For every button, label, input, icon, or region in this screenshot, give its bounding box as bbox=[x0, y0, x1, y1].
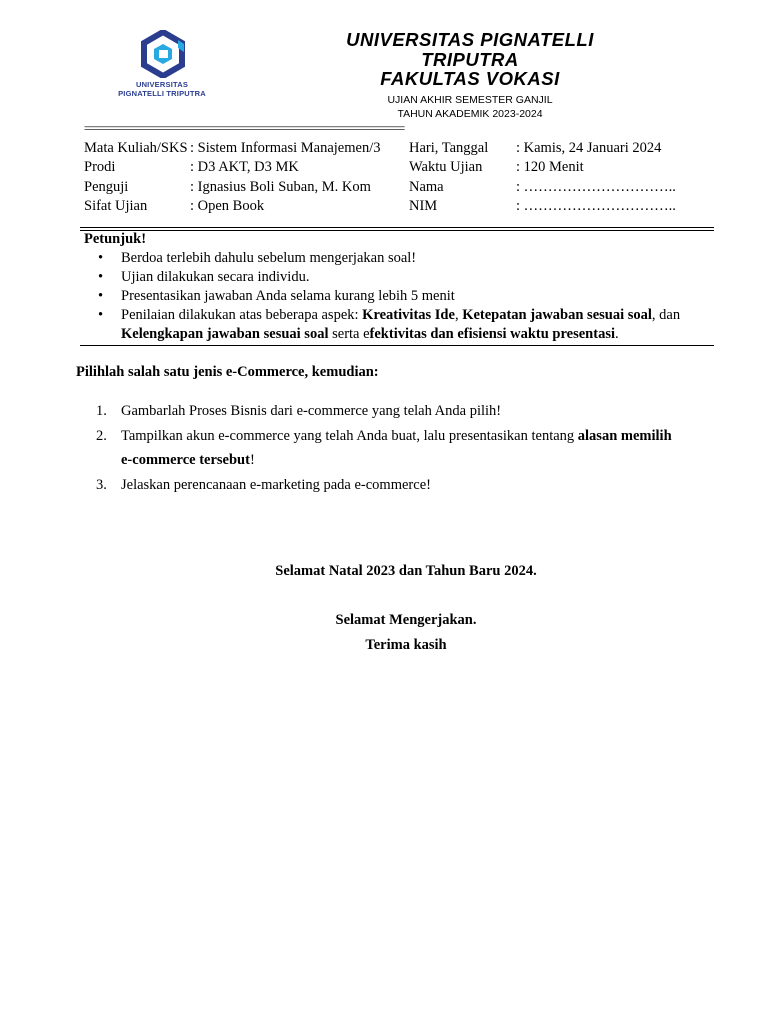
question-item: 1. Gambarlah Proses Bisnis dari e-commerce yang telah Anda pilih! bbox=[96, 403, 502, 419]
university-emblem-icon bbox=[140, 30, 186, 78]
rule-bottom bbox=[80, 345, 714, 346]
info-label-name: Nama bbox=[409, 179, 444, 195]
question-item: 2. Tampilkan akun e-commerce yang telah Anda buat, lalu presentasikan tentang alasan memilih e-commerce tersebut! bbox=[96, 427, 672, 468]
info-label-exam-type: Sifat Ujian bbox=[84, 198, 148, 214]
faculty-name: FAKULTAS VOKASI bbox=[380, 68, 560, 89]
info-value-duration: : 120 Menit bbox=[516, 159, 584, 175]
instructions-list bbox=[96, 249, 726, 344]
university-name-line2: TRIPUTRA bbox=[421, 49, 519, 70]
info-value-nim: : ………………………….. bbox=[516, 198, 676, 214]
instructions-title: Petunjuk! bbox=[84, 231, 147, 247]
info-value-name: : ………………………….. bbox=[516, 179, 676, 195]
closing-line-1: Selamat Mengerjakan. bbox=[335, 612, 477, 628]
exam-title: UJIAN AKHIR SEMESTER GANJIL bbox=[387, 94, 553, 106]
info-label-examiner: Penguji bbox=[84, 179, 129, 195]
holiday-greeting: Selamat Natal 2023 dan Tahun Baru 2024. bbox=[275, 563, 537, 579]
info-value-exam-type: : Open Book bbox=[190, 198, 265, 214]
instruction-item: • Ujian dilakukan secara individu. bbox=[96, 268, 726, 287]
question-item: 3. Jelaskan perencanaan e-marketing pada e-commerce! bbox=[96, 476, 431, 493]
info-label-prodi: Prodi bbox=[84, 159, 116, 175]
university-name-line1: UNIVERSITAS PIGNATELLI bbox=[346, 29, 594, 50]
info-label-nim: NIM bbox=[409, 198, 438, 214]
closing-line-2: Terima kasih bbox=[365, 637, 447, 653]
separator-line: ============================================================================== bbox=[84, 124, 404, 134]
info-value-course: : Sistem Informasi Manajemen/3 bbox=[190, 140, 381, 156]
instruction-item: • Presentasikan jawaban Anda selama kurang lebih 5 menit bbox=[96, 287, 726, 306]
info-value-prodi: : D3 AKT, D3 MK bbox=[190, 159, 299, 175]
university-logo bbox=[94, 30, 230, 102]
logo-text-line2: PIGNATELLI TRIPUTRA bbox=[118, 89, 206, 98]
rule-top bbox=[80, 227, 714, 228]
questions-list bbox=[96, 399, 736, 497]
info-value-date: : Kamis, 24 Januari 2024 bbox=[516, 140, 662, 156]
info-value-examiner: : Ignasius Boli Suban, M. Kom bbox=[190, 179, 371, 195]
academic-year: TAHUN AKADEMIK 2023-2024 bbox=[397, 108, 543, 120]
info-label-course: Mata Kuliah/SKS bbox=[84, 140, 188, 156]
info-label-duration: Waktu Ujian bbox=[409, 159, 483, 175]
instruction-item: • Berdoa terlebih dahulu sebelum mengerjakan soal! bbox=[96, 249, 726, 268]
info-label-date: Hari, Tanggal bbox=[409, 140, 489, 156]
logo-text-line1: UNIVERSITAS bbox=[135, 80, 189, 89]
questions-title: Pilihlah salah satu jenis e-Commerce, kemudian: bbox=[76, 364, 379, 380]
rule-top-2 bbox=[80, 230, 714, 231]
instruction-item-assessment: • Penilaian dilakukan atas beberapa aspek: Kreativitas Ide, Ketepatan jawaban sesuai soal, dan Kelengkapan jawaban sesuai soal serta efektivitas dan efisiensi waktu presentasi. bbox=[96, 306, 726, 344]
